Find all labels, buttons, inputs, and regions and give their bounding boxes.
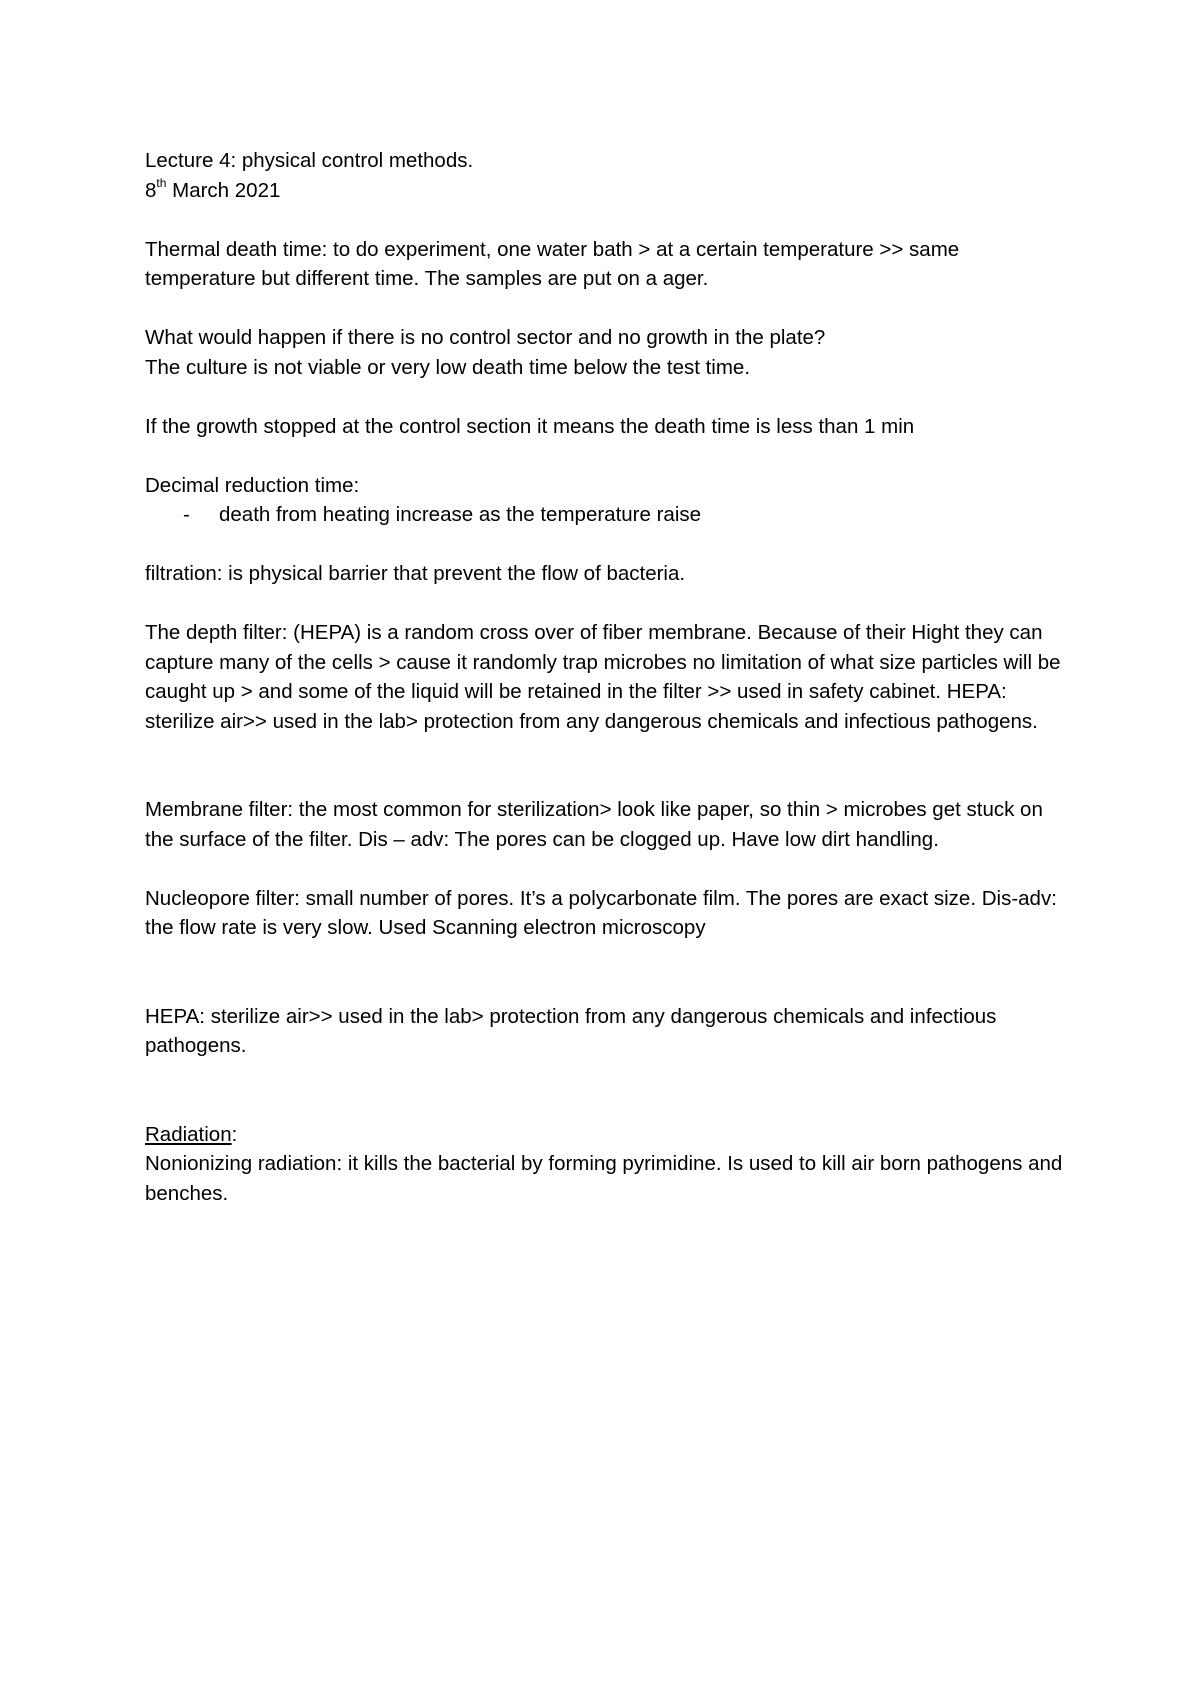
decimal-reduction-bullet	[145, 500, 1065, 530]
lecture-date	[145, 176, 1065, 206]
filtration-paragraph: filtration: is physical barrier that prevent the flow of bacteria.	[145, 562, 686, 585]
radiation-heading: Radiation	[145, 1122, 232, 1146]
answer-paragraph: The culture is not viable or very low death time below the test time.	[145, 355, 751, 379]
nucleopore-filter-paragraph: Nucleopore filter: small number of pores. It’s a polycarbonate film. The pores are exact size. Dis-adv: the flow rate is very slow. Used Scanning electron microscopy	[145, 886, 1057, 939]
hepa-paragraph: HEPA: sterilize air>> used in the lab> protection from any dangerous chemicals and infectious pathogens.	[145, 1004, 997, 1057]
document-body	[145, 146, 1065, 1208]
depth-filter-paragraph: The depth filter: (HEPA) is a random cross over of fiber membrane. Because of their Hight they can capture many of the cells > cause it randomly trap microbes no limitation of what size particles will be caught up > and some of the liquid will be retained in the filter >> used in safety cabinet. HEPA: sterilize air>> used in the lab> protection from any dangerous chemicals and infectious pathogens.	[145, 621, 1061, 733]
radiation-paragraph: Nonionizing radiation: it kills the bacterial by forming pyrimidine. Is used to kill air born pathogens and benches.	[145, 1152, 1063, 1205]
thermal-death-time-paragraph: Thermal death time: to do experiment, one water bath > at a certain temperature >> same temperature but different time. The samples are put on a ager.	[145, 237, 960, 290]
date-month-year: March 2021	[166, 178, 281, 202]
bullet-dash: -	[183, 503, 190, 526]
question-paragraph: What would happen if there is no control sector and no growth in the plate?	[145, 326, 826, 349]
date-suffix: th	[156, 175, 167, 190]
radiation-heading-line	[145, 1120, 1065, 1150]
date-day: 8	[145, 178, 157, 202]
membrane-filter-paragraph: Membrane filter: the most common for sterilization> look like paper, so thin > microbes get stuck on the surface of the filter. Dis – adv: The pores can be clogged up. Have low dirt handling.	[145, 798, 1043, 851]
growth-stopped-paragraph: If the growth stopped at the control section it means the death time is less than 1 min	[145, 414, 915, 438]
radiation-colon: :	[231, 1122, 238, 1146]
lecture-title: Lecture 4: physical control methods.	[145, 149, 474, 172]
bullet-text: death from heating increase as the temperature raise	[219, 503, 702, 526]
decimal-reduction-heading: Decimal reduction time:	[145, 473, 360, 497]
